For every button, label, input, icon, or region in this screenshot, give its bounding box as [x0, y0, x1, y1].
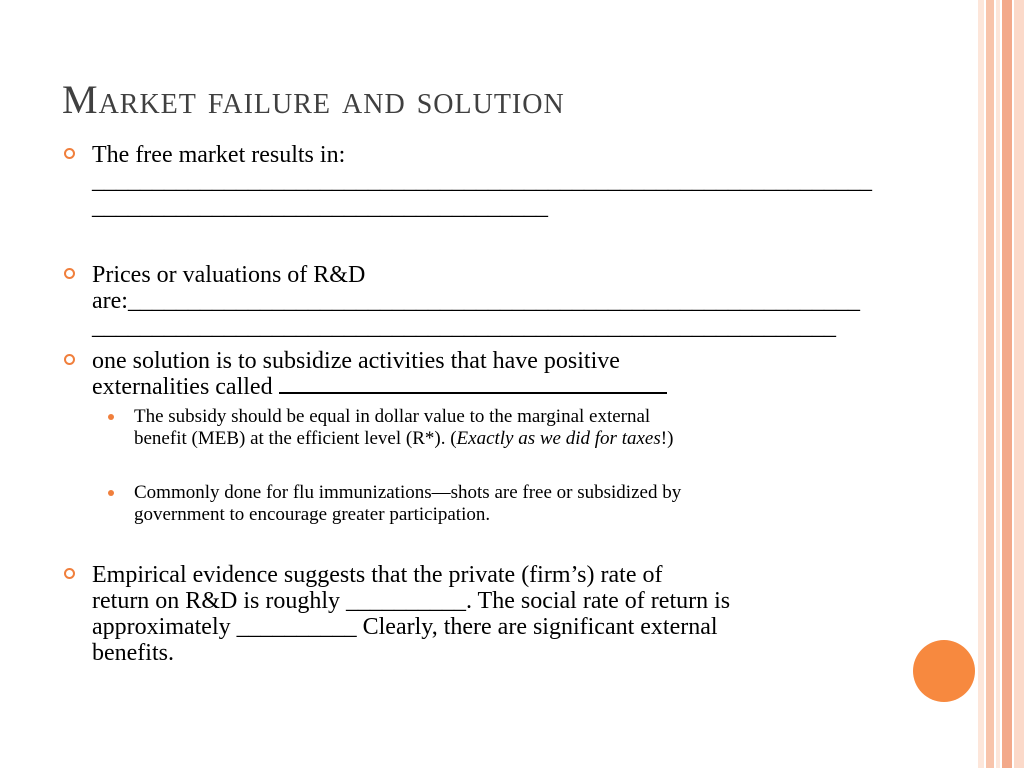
bullet-free-market [92, 142, 912, 220]
subbullet-line: The subsidy should be equal in dollar value to the marginal external [134, 406, 651, 427]
blank-underline [279, 380, 667, 394]
decorative-circle [913, 640, 975, 702]
decorative-stripes [978, 0, 1024, 768]
bullet-line: _________________________________________________________________ [92, 168, 872, 194]
bullet-line-text: externalities called [92, 374, 279, 400]
subbullet-text: !) [660, 428, 674, 449]
subbullet-dot-icon [108, 414, 114, 420]
subbullet-meb [134, 406, 894, 450]
bullet-line: return on R&D is roughly __________. The social rate of return is [92, 588, 731, 614]
bullet-line [92, 374, 912, 400]
bullet-line: one solution is to subsidize activities that have positive [92, 348, 620, 374]
bullet-line: The free market results in: [92, 142, 346, 168]
bullet-subsidy-solution [92, 348, 912, 400]
bullet-line: approximately __________ Clearly, there are significant external [92, 614, 718, 640]
bullet-line: ______________________________________ [92, 194, 548, 220]
subbullet-line: Commonly done for flu immunizations—shots are free or subsidized by [134, 482, 682, 503]
subbullet-line [134, 428, 894, 450]
bullet-line: benefits. [92, 640, 174, 666]
bullet-marker-icon [64, 568, 75, 579]
bullet-line: Prices or valuations of R&D [92, 262, 366, 288]
bullet-empirical-evidence [92, 562, 912, 666]
bullet-prices-rd [92, 262, 912, 340]
bullet-marker-icon [64, 268, 75, 279]
subbullet-text: benefit (MEB) at the efficient level (R*). ( [134, 428, 457, 449]
bullet-line: ______________________________________________________________ [92, 314, 836, 340]
subbullet-line: government to encourage greater participation. [134, 504, 491, 525]
subbullet-flu [134, 482, 894, 526]
bullet-line: Empirical evidence suggests that the private (firm’s) rate of [92, 562, 663, 588]
subbullet-italic-text: Exactly as we did for taxes [456, 428, 661, 449]
bullet-marker-icon [64, 148, 75, 159]
bullet-marker-icon [64, 354, 75, 365]
subbullet-dot-icon [108, 490, 114, 496]
bullet-line: are:_____________________________________________________________ [92, 288, 860, 314]
slide-title: Market failure and solution [62, 77, 565, 122]
